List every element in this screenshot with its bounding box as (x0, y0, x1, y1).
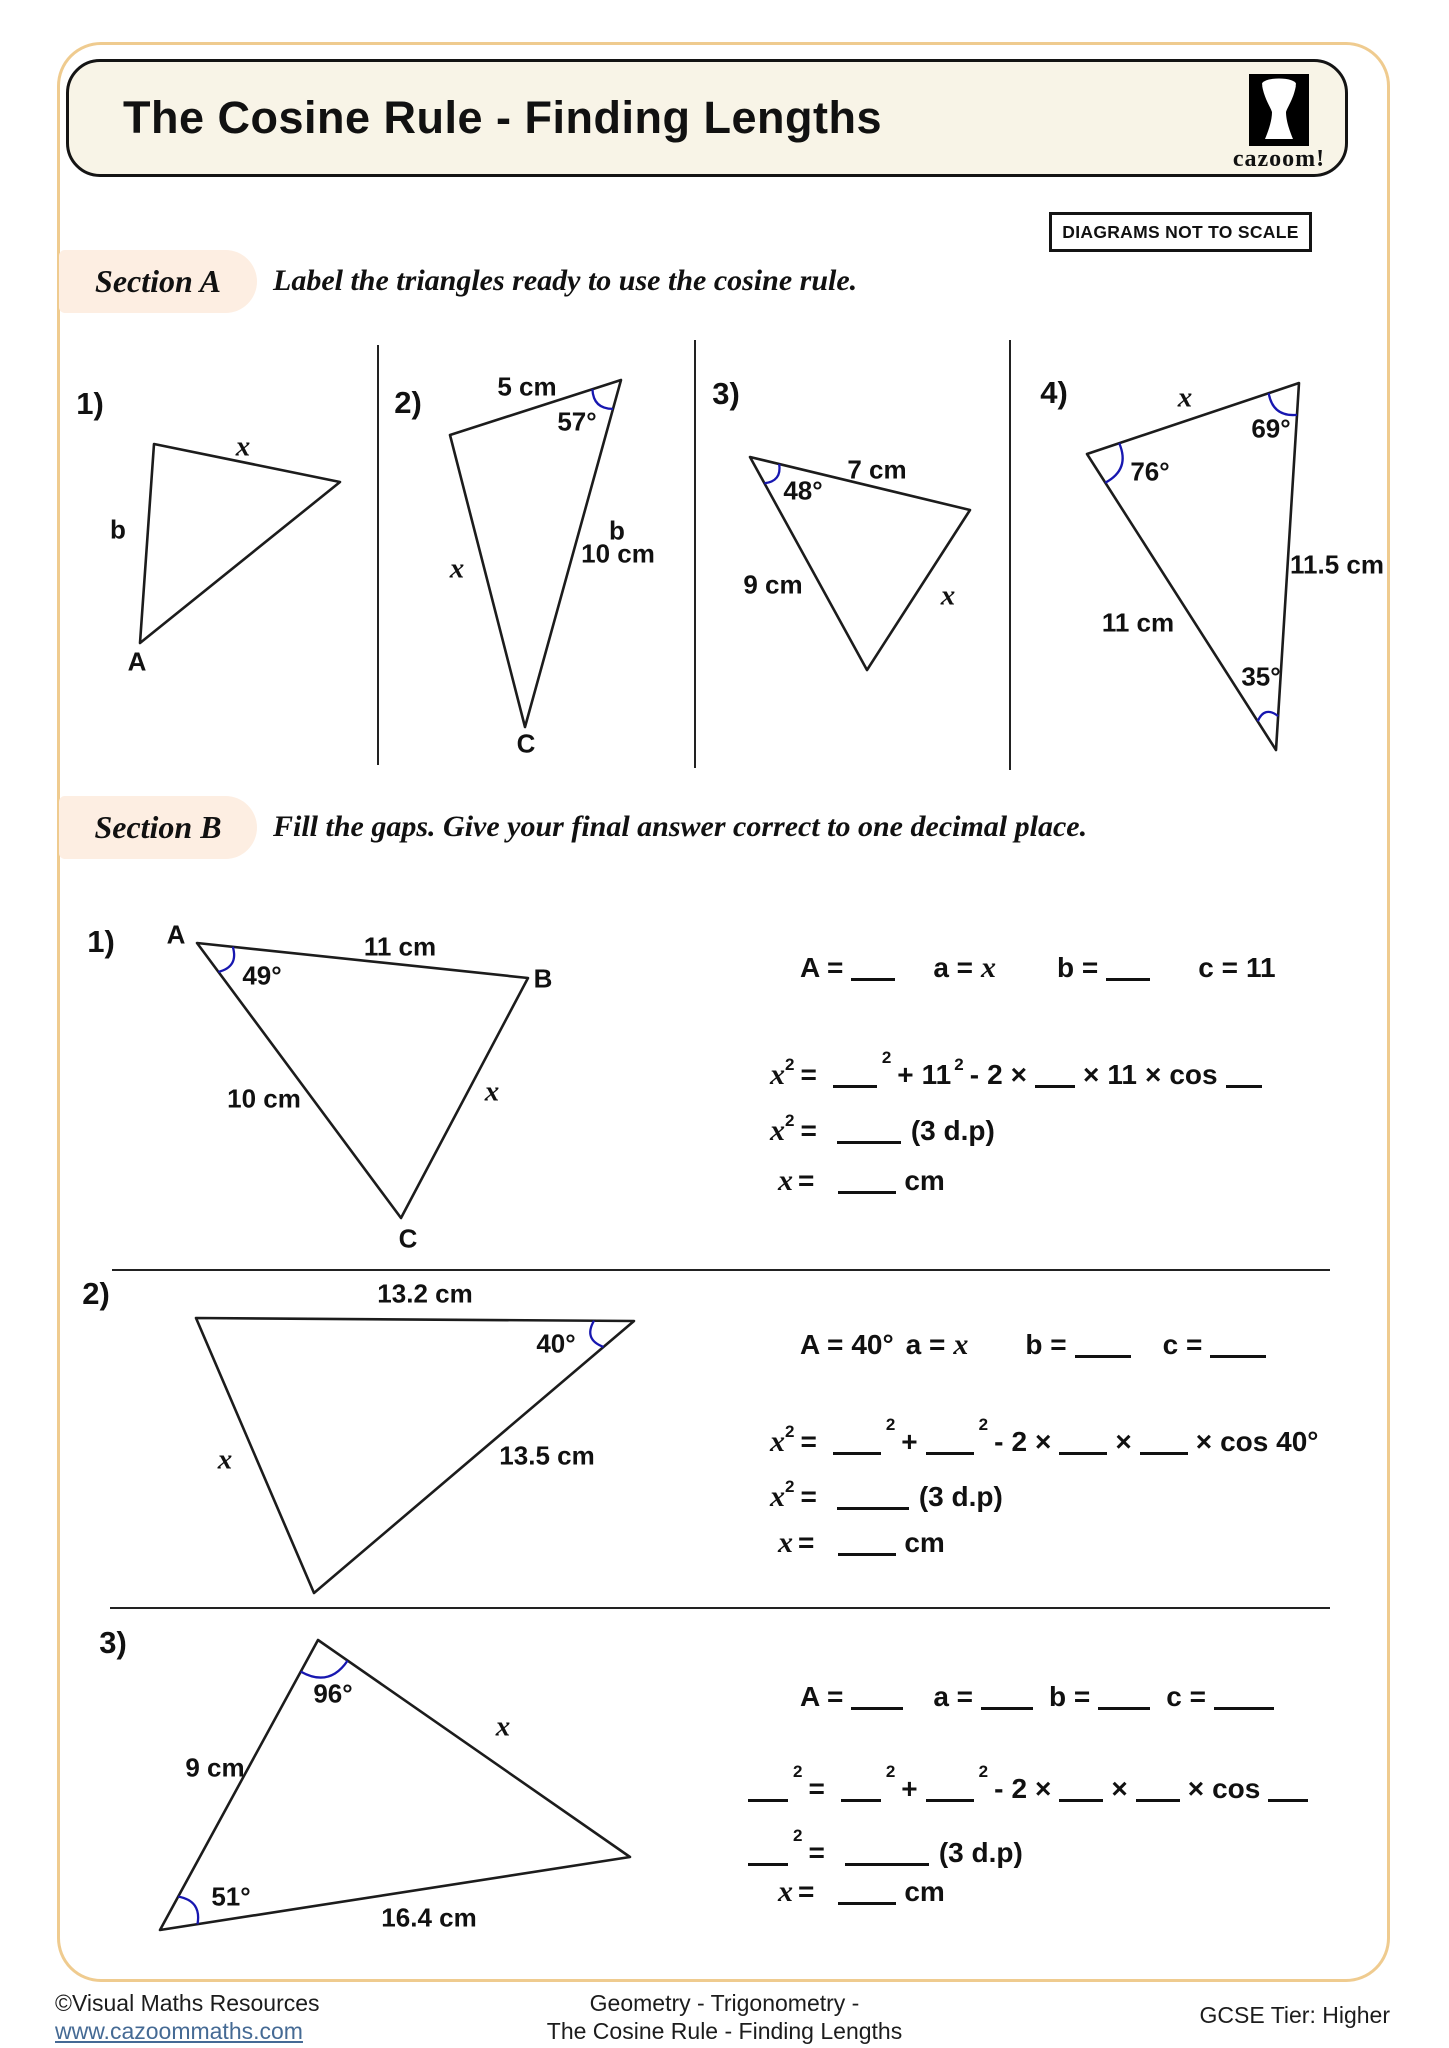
eq-token: c = (1162, 1329, 1203, 1360)
answer-blank (845, 1853, 929, 1866)
answer-blank (748, 1853, 788, 1866)
spacer (822, 1189, 838, 1190)
eq-token: 2 (987, 1059, 1003, 1090)
eq-token: b = (1025, 1329, 1067, 1360)
section-a-label: Section A (59, 250, 257, 313)
vertex-label: C (398, 1223, 418, 1254)
eq-token: cm (904, 1876, 945, 1907)
answer-blank (841, 1789, 881, 1802)
angle-arc-b3-top (301, 1661, 348, 1678)
equation-line (800, 1677, 1282, 1717)
problem-number: 2) (394, 385, 422, 420)
spacer (1001, 976, 1057, 977)
problem-number: 3) (99, 1625, 127, 1660)
eq-token: (3 d.p) (918, 1481, 1003, 1512)
side-label: 11.5 cm (1290, 549, 1384, 580)
spacer (1158, 976, 1198, 977)
angle-arc-b2 (590, 1321, 603, 1347)
eq-token: x (778, 1164, 793, 1197)
section-b-instruction: Fill the gaps. Give your final answer correct to one decimal place. (273, 810, 1088, 843)
equation-line (748, 1816, 1031, 1868)
spacer (825, 1083, 833, 1084)
eq-token: c = (1166, 1681, 1206, 1712)
eq-token: 2 (978, 1762, 989, 1781)
equation-line (800, 948, 1284, 988)
eq-token: × (1115, 1426, 1132, 1457)
eq-token: x (770, 1114, 785, 1147)
eq-token: cos (1169, 1059, 1218, 1090)
spacer (1139, 1353, 1163, 1354)
side-letter-label: b (609, 515, 625, 546)
side-label: x (495, 1710, 511, 1743)
eq-token: (3 d.p) (910, 1115, 995, 1146)
side-label: x (235, 430, 251, 463)
angle-label: 48° (783, 475, 823, 506)
equation-line (778, 1161, 953, 1201)
eq-token: + (901, 1426, 918, 1457)
spacer (973, 1353, 1025, 1354)
eq-token: 40° (851, 1329, 894, 1360)
answer-blank (1035, 1075, 1075, 1088)
eq-token: + (901, 1773, 918, 1804)
answer-blank (1059, 1789, 1103, 1802)
angle-label: 96° (313, 1678, 353, 1709)
answer-blank (1140, 1442, 1188, 1455)
eq-token: A = (800, 952, 844, 983)
answer-blank (1106, 968, 1150, 981)
side-label: x (1177, 381, 1193, 414)
eq-token: = (808, 1837, 825, 1868)
eq-token: × (1010, 1059, 1027, 1090)
equation-line (770, 1405, 1326, 1458)
eq-token: x (770, 1480, 785, 1513)
eq-token: 2 (978, 1415, 989, 1434)
answer-blank (837, 1131, 901, 1144)
eq-token: 2 (793, 1762, 803, 1781)
spacer (1041, 1705, 1049, 1706)
answer-blank (851, 968, 895, 981)
angle-label: 35° (1241, 661, 1281, 692)
eq-token: × (1083, 1059, 1100, 1090)
answer-blank (837, 1497, 909, 1510)
equation-line (800, 1325, 1274, 1365)
eq-token: cm (904, 1165, 945, 1196)
spacer (903, 976, 933, 977)
eq-token: 2 (881, 1048, 892, 1067)
eq-token: = (808, 1773, 825, 1804)
eq-token: b = (1049, 1681, 1091, 1712)
equation-line (748, 1752, 1316, 1804)
answer-blank (748, 1789, 788, 1802)
answer-blank (1214, 1697, 1274, 1710)
eq-token: 2 (785, 1111, 795, 1130)
equation-line (770, 1101, 1003, 1147)
logo-wordmark: cazoom! (1232, 146, 1326, 172)
footer-tier: GCSE Tier: Higher (1199, 2002, 1390, 2028)
angle-arc-b1 (218, 947, 234, 972)
eq-token: 11 (1245, 952, 1276, 983)
side-label: 11 cm (1101, 607, 1175, 638)
vertex-label: B (533, 963, 553, 994)
eq-token: = (800, 1481, 817, 1512)
eq-token: × (1111, 1773, 1128, 1804)
eq-token: × (1035, 1773, 1052, 1804)
eq-token: × (1144, 1059, 1162, 1090)
eq-token: x (778, 1526, 793, 1559)
equation-line (778, 1872, 953, 1912)
answer-blank (1210, 1345, 1266, 1358)
side-label: x (449, 552, 465, 585)
eq-token: × (1035, 1426, 1052, 1457)
answer-blank (838, 1543, 896, 1556)
side-label: 16.4 cm (381, 1902, 477, 1933)
angle-label: 49° (242, 960, 282, 991)
eq-token: A = (800, 1681, 844, 1712)
eq-token: a = (933, 952, 974, 983)
eq-token: cos (1212, 1773, 1261, 1804)
answer-blank (833, 1075, 877, 1088)
answer-blank (838, 1892, 896, 1905)
eq-token: = (800, 1115, 817, 1146)
angle-arc-a4-bottom (1258, 712, 1278, 721)
footer-copyright: ©Visual Maths Resources (55, 1990, 320, 2016)
triangle-a1 (140, 444, 340, 643)
answer-blank (1226, 1075, 1262, 1088)
eq-token: 2 (885, 1415, 896, 1434)
eq-token: 2 (1011, 1773, 1028, 1804)
answer-blank (981, 1697, 1033, 1710)
eq-token: x (981, 951, 997, 984)
vertex-label: A (127, 646, 147, 677)
problem-number: 3) (712, 376, 740, 411)
eq-token: 2 (785, 1422, 795, 1441)
eq-token: - (994, 1426, 1004, 1457)
angle-arc-a3 (764, 464, 779, 483)
eq-token: = (798, 1876, 815, 1907)
problem-number: 1) (87, 924, 115, 959)
spacer (825, 1450, 833, 1451)
side-label: 7 cm (847, 454, 907, 485)
eq-token: 2 (885, 1762, 896, 1781)
section-a-instruction: Label the triangles ready to use the cosine rule. (273, 264, 858, 297)
eq-token: A = (800, 1329, 844, 1360)
problem-number: 1) (76, 386, 104, 421)
eq-token: = (798, 1165, 815, 1196)
side-label: x (217, 1443, 233, 1476)
eq-token: - (994, 1773, 1004, 1804)
answer-blank (1075, 1345, 1131, 1358)
eq-token: x (770, 1058, 785, 1091)
angle-arc-a4-top (1269, 393, 1297, 415)
spacer (825, 1505, 837, 1506)
eq-token: × (1195, 1426, 1213, 1457)
problem-number: 2) (82, 1276, 110, 1311)
eq-token: a = (933, 1681, 974, 1712)
spacer (833, 1797, 841, 1798)
answer-blank (1136, 1789, 1180, 1802)
section-b-label: Section B (59, 796, 257, 859)
angle-label: 40° (536, 1328, 576, 1359)
eq-token: × (1187, 1773, 1205, 1804)
eq-token: = (800, 1059, 817, 1090)
vertex-label: A (166, 919, 186, 950)
spacer (825, 1139, 837, 1140)
eq-token: x (778, 1875, 793, 1908)
side-label: 13.5 cm (499, 1440, 595, 1471)
answer-blank (926, 1789, 974, 1802)
eq-token: (3 d.p) (938, 1837, 1023, 1868)
scale-notice: DIAGRAMS NOT TO SCALE (1049, 212, 1312, 252)
spacer (833, 1861, 845, 1862)
eq-token: 2 (1011, 1426, 1028, 1457)
answer-blank (1059, 1442, 1107, 1455)
side-label: 11 cm (363, 931, 437, 962)
answer-blank (1098, 1697, 1150, 1710)
side-label: x (940, 579, 956, 612)
eq-token: a = (905, 1329, 946, 1360)
answer-blank (838, 1181, 896, 1194)
side-label: 10 cm (581, 538, 655, 569)
eq-token: 11 (1107, 1059, 1137, 1090)
angle-arc-a4-left (1105, 443, 1122, 483)
equation-line (770, 1038, 1270, 1091)
side-label: 13.2 cm (377, 1278, 473, 1309)
eq-token: - (969, 1059, 980, 1090)
equation-line (770, 1467, 1011, 1513)
spacer (911, 1705, 933, 1706)
eq-token: 2 (954, 1055, 964, 1074)
eq-token: cos 40° (1220, 1426, 1319, 1457)
eq-token: x (953, 1328, 969, 1361)
angle-arc-b3-bottom (178, 1897, 198, 1925)
answer-blank (1268, 1789, 1308, 1802)
side-label: 5 cm (497, 371, 557, 402)
answer-blank (833, 1442, 881, 1455)
footer-topic-line1: Geometry - Trigonometry - (589, 1990, 860, 2016)
footer-topic-line2: The Cosine Rule - Finding Lengths (546, 2018, 903, 2044)
eq-token: 2 (785, 1477, 795, 1496)
angle-label: 69° (1251, 413, 1291, 444)
eq-token: cm (904, 1527, 945, 1558)
problem-number: 4) (1040, 375, 1068, 410)
eq-token: b = (1057, 952, 1099, 983)
eq-token: + (897, 1059, 914, 1090)
eq-token: 2 (785, 1055, 795, 1074)
eq-token: = (800, 1426, 817, 1457)
angle-label: 76° (1130, 456, 1170, 487)
answer-blank (851, 1697, 903, 1710)
side-label: 9 cm (743, 569, 803, 600)
angle-label: 57° (557, 406, 597, 437)
side-label: 10 cm (227, 1083, 301, 1114)
equation-line (778, 1523, 953, 1563)
eq-token: 2 (793, 1826, 803, 1845)
side-label: x (484, 1075, 500, 1108)
vertex-label: C (516, 728, 536, 759)
spacer (822, 1900, 838, 1901)
eq-token: c = (1198, 952, 1238, 983)
angle-label: 51° (211, 1881, 251, 1912)
side-label: 9 cm (185, 1752, 245, 1783)
eq-token: = (798, 1527, 815, 1558)
spacer (822, 1551, 838, 1552)
eq-token: 11 (921, 1059, 952, 1090)
eq-token: x (770, 1425, 785, 1458)
side-label: b (110, 514, 126, 545)
answer-blank (926, 1442, 974, 1455)
footer-website-link[interactable]: www.cazoommaths.com (55, 2018, 303, 2044)
page-title: The Cosine Rule - Finding Lengths (123, 92, 882, 143)
